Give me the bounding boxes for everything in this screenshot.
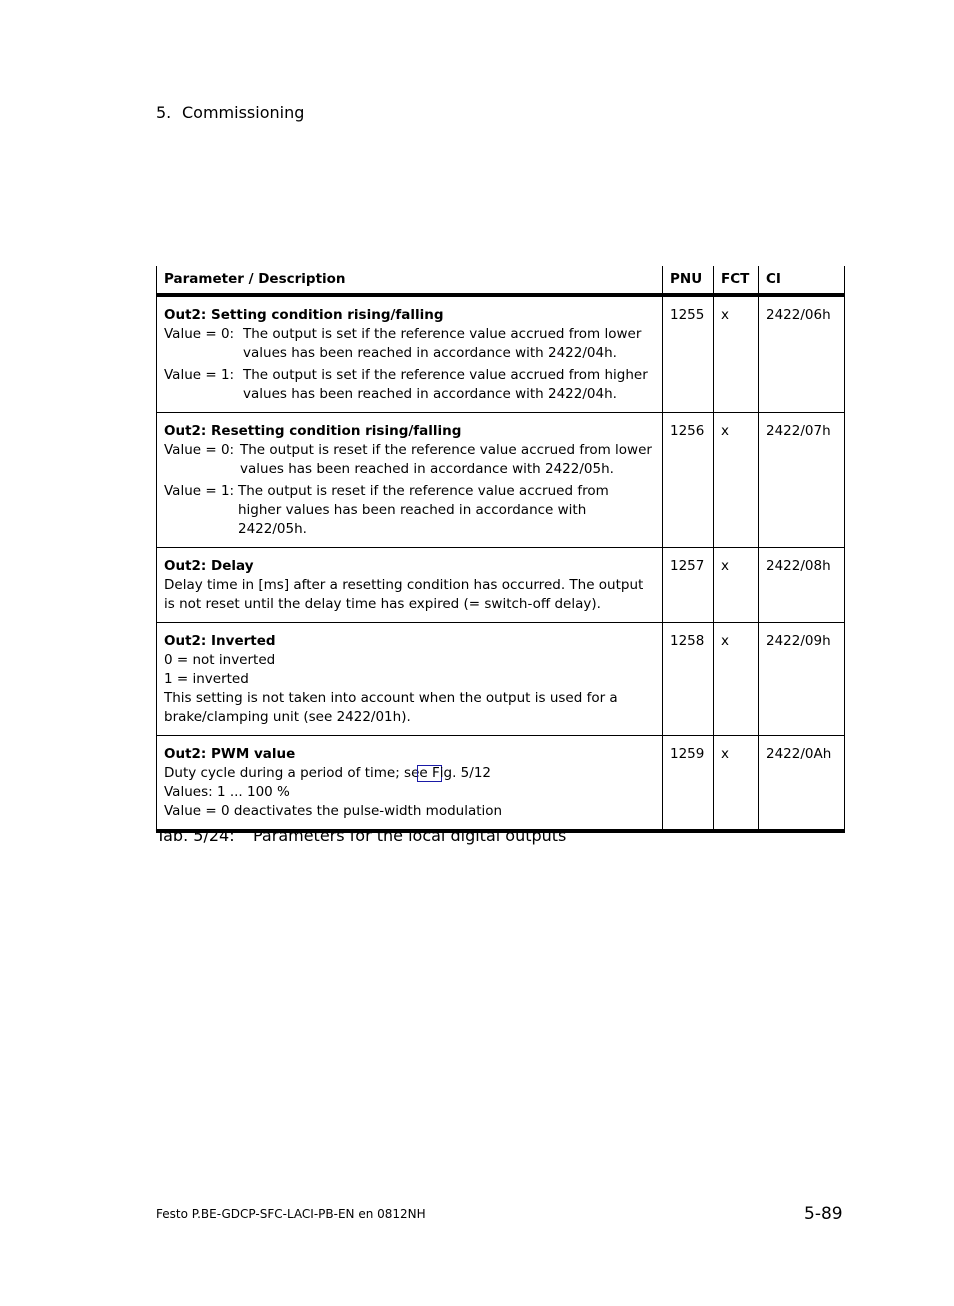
ci-cell: 2422/0Ah	[759, 736, 845, 832]
parameter-description	[157, 295, 663, 413]
table-header-row	[157, 266, 845, 295]
description-text: Values: 1 ... 100 %	[164, 784, 290, 800]
fct-cell: x	[714, 623, 759, 736]
value-text: The output is set if the reference value accrued from higher values has been reached in accordance with 2422/04h.	[243, 367, 648, 402]
column-header-pnu: PNU	[663, 266, 714, 295]
column-header-ci: CI	[759, 266, 845, 295]
column-header-fct: FCT	[714, 266, 759, 295]
caption-label: Tab. 5/24:	[156, 826, 235, 845]
caption-text: Parameters for the local digital outputs	[253, 826, 567, 845]
ci-cell: 2422/07h	[759, 413, 845, 548]
figure-link[interactable]: e F	[419, 765, 440, 781]
parameter-description	[157, 623, 663, 736]
column-header-parameter: Parameter / Description	[157, 266, 663, 295]
pnu-cell: 1258	[663, 623, 714, 736]
description-text	[164, 764, 655, 783]
pnu-cell: 1256	[663, 413, 714, 548]
value-text: The output is set if the reference value accrued from lower values has been reached in accordance with 2422/04h.	[243, 326, 642, 361]
value-line	[164, 482, 655, 539]
fct-cell: x	[714, 413, 759, 548]
parameter-description	[157, 736, 663, 832]
description-text: 0 = not inverted	[164, 652, 276, 668]
description-prefix: Duty cycle during a period of time; se	[164, 765, 420, 781]
description-text: 1 = inverted	[164, 671, 249, 687]
value-line	[164, 441, 655, 479]
parameter-title: Out2: Setting condition rising/falling	[164, 307, 444, 323]
ci-cell: 2422/09h	[759, 623, 845, 736]
table-row	[157, 295, 845, 413]
parameter-title: Out2: Resetting condition rising/falling	[164, 423, 462, 439]
value-label: Value = 1:	[164, 483, 235, 499]
value-label: Value = 1:	[164, 367, 235, 383]
description-text: Value = 0 deactivates the pulse-width modulation	[164, 803, 503, 819]
value-line	[164, 366, 655, 404]
fct-cell: x	[714, 736, 759, 832]
description-text: Delay time in [ms] after a resetting condition has occurred. The output is not reset until the delay time has expired (= switch-off delay).	[164, 577, 644, 612]
description-text: This setting is not taken into account when the output is used for a brake/clamping unit (see 2422/01h).	[164, 690, 618, 725]
value-label: Value = 0:	[164, 442, 235, 458]
parameter-description	[157, 413, 663, 548]
parameter-title: Out2: PWM value	[164, 746, 296, 762]
section-number: 5.	[156, 103, 172, 122]
table-row	[157, 413, 845, 548]
fct-cell: x	[714, 548, 759, 623]
pnu-cell: 1255	[663, 295, 714, 413]
section-heading	[156, 103, 304, 122]
ci-cell: 2422/06h	[759, 295, 845, 413]
parameter-table	[156, 266, 845, 833]
parameter-title: Out2: Inverted	[164, 633, 276, 649]
value-text: The output is reset if the reference value accrued from higher values has been reached in accordance with 2422/05h.	[238, 483, 609, 537]
ci-cell: 2422/08h	[759, 548, 845, 623]
pnu-cell: 1259	[663, 736, 714, 832]
section-title: Commissioning	[182, 103, 305, 122]
page-number: 5-89	[804, 1204, 843, 1224]
footer-document-id: Festo P.BE-GDCP-SFC-LACI-PB-EN en 0812NH	[156, 1207, 426, 1221]
fct-cell: x	[714, 295, 759, 413]
table-caption	[156, 826, 566, 845]
table-row	[157, 548, 845, 623]
value-label: Value = 0:	[164, 326, 235, 342]
table-row	[157, 623, 845, 736]
value-line	[164, 325, 655, 363]
value-text: The output is reset if the reference value accrued from lower values has been reached in accordance with 2422/05h.	[240, 442, 652, 477]
description-suffix: ig. 5/12	[439, 765, 491, 781]
parameter-description	[157, 548, 663, 623]
parameter-title: Out2: Delay	[164, 558, 254, 574]
pnu-cell: 1257	[663, 548, 714, 623]
table-row	[157, 736, 845, 832]
